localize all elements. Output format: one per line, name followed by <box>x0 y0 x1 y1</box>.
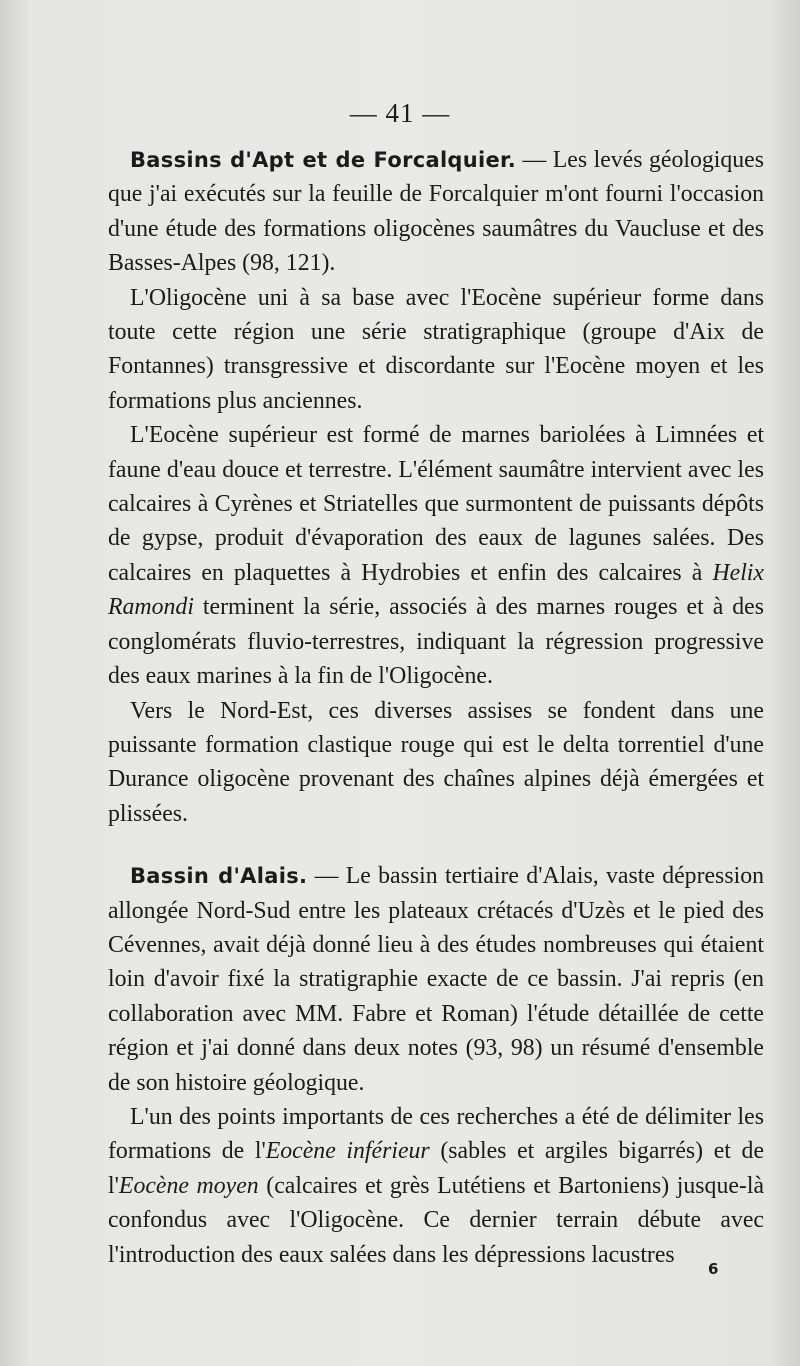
paragraph-text: terminent la série, associés à des marnes rouges et à des conglomérats fluvio-terrestres, indiquant la régression progressive des eaux marines à la fin de l'Oligocène. <box>108 594 764 690</box>
paragraph-alais-recherches <box>108 1100 764 1272</box>
paragraph-text: — Le bassin tertiaire d'Alais, vaste dépression allongée Nord-Sud entre les plateaux crétacés d'Uzès et le pied des Cévennes, avait déjà donné lieu à des études nombreuses qui étaient loin d'avoir fixé la stratigraphie exacte de ce bassin. J'ai repris (en collaboration avec MM. Fabre et Roman) l'étude détaillée de cette région et j'ai donné dans deux notes (93, 98) un résumé d'ensemble de son histoire géologique. <box>108 863 764 1096</box>
paragraph-text: L'un des points importants de ces recherches a été de délimiter les formations de l' <box>108 1103 764 1165</box>
section-title-apt-forcalquier: Bassins d'Apt et de Forcalquier. <box>130 148 516 172</box>
taxon-name: Helix Ramondi <box>108 559 764 621</box>
paragraph-alais-intro <box>108 859 764 1100</box>
page-number: — 41 — <box>349 98 451 128</box>
paragraph-nord-est: Vers le Nord-Est, ces diverses assises se fondent dans une puissante formation clastique rouge qui est le delta torrentiel d'une Durance oligocène provenant des chaînes alpines déjà émergées et plissées. <box>108 697 764 827</box>
section-gap <box>108 831 764 859</box>
paragraph-apt-intro <box>108 143 764 281</box>
paragraph-text: (calcaires et grès Lutétiens et Bartoniens) jusque-là confondus avec l'Oligocène. Ce dernier terrain débute avec l'introduction des eaux salées dans les dépressions lacustres <box>108 1172 765 1268</box>
paragraph-text: (sables et argiles bigarrés) et de l' <box>108 1138 765 1199</box>
signature-mark: 6 <box>708 1260 719 1278</box>
paragraph-oligocene: L'Oligocène uni à sa base avec l'Eocène supérieur forme dans toute cette région une série stratigraphique (groupe d'Aix de Fontannes) transgressive et discordante sur l'Eocène moyen et les formations plus anciennes. <box>108 284 764 414</box>
paragraph-eocene-superieur <box>108 418 764 693</box>
italic-term: Eocène moyen <box>118 1172 259 1199</box>
section-title-alais: Bassin d'Alais. <box>130 864 308 889</box>
body-text <box>108 143 764 1272</box>
paragraph-text: L'Eocène supérieur est formé de marnes bariolées à Limnées et faune d'eau douce et terrestre. L'élément saumâtre intervient avec les calcaires à Cyrènes et Striatelles que surmontent de puissants dépôts de gypse, produit d'évaporation des eaux de lagunes salées. Des calcaires en plaquettes à Hydrobies et enfin des calcaires à <box>108 422 764 586</box>
paragraph-text: — Les levés géologiques que j'ai exécutés sur la feuille de Forcalquier m'ont fourni l'occasion d'une étude des formations oligocènes saumâtres du Vaucluse et des Basses-Alpes (98, 121). <box>108 147 764 277</box>
italic-term: Eocène inférieur <box>265 1138 430 1165</box>
